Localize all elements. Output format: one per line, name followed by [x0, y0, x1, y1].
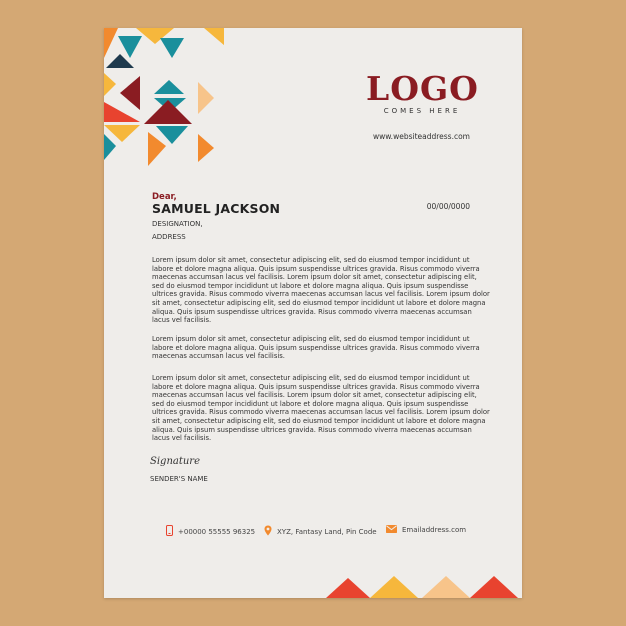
sender-name: SENDER'S NAME	[150, 475, 208, 483]
location-text: XYZ, Fantasy Land, Pin Code	[277, 527, 377, 536]
geometric-pattern-top	[104, 28, 224, 173]
logo-tagline: COMES HERE	[383, 107, 461, 115]
letterhead-page	[104, 28, 522, 598]
recipient-name: SAMUEL JACKSON	[152, 201, 281, 216]
email-text: Emailaddress.com	[402, 526, 467, 534]
envelope-icon	[386, 525, 397, 535]
location-pin-icon	[264, 525, 272, 538]
contact-phone	[166, 525, 255, 538]
body-paragraph-2: Lorem ipsum dolor sit amet, consectetur adipiscing elit, sed do eiusmod tempor incididunt ut labore et dolore magna aliqua. Quis ipsum suspendisse ultrices gravida. Risus commodo viverra maecenas accumsan lacus vel facilisis.	[152, 335, 480, 361]
phone-icon	[166, 525, 173, 538]
letter-date: 00/00/0000	[426, 202, 470, 211]
company-logo	[366, 69, 479, 116]
contact-location	[264, 525, 377, 538]
body-paragraph-3: Lorem ipsum dolor sit amet, consectetur adipiscing elit, sed do eiusmod tempor incididunt ut labore et dolore magna aliqua. Quis ipsum suspendisse ultrices gravida. Risus commodo viverra maecenas accumsan lacus vel facilisis. Lorem ipsum dolor sit amet, consectetur adipiscing elit, sed do eiusmod tempor incididunt ut labore et dolore magna aliqua. Quis ipsum suspendisse ultrices gravida. Risus commodo viverra maecenas accumsan lacus vel facilisis. Lorem ipsum dolor sit amet, consectetur adipiscing elit, sed do eiusmod tempor incididunt ut labore et dolore magna aliqua. Quis ipsum suspendisse ultrices gravida. Risus commodo viverra maecenas accumsan lacus vel facilisis.	[152, 374, 490, 443]
signature: Signature	[150, 456, 201, 467]
website-address: www.websiteaddress.com	[372, 132, 470, 141]
logo-text: LOGO	[366, 69, 479, 108]
phone-number: +00000 55555 96325	[178, 527, 256, 536]
body-paragraph-1: Lorem ipsum dolor sit amet, consectetur adipiscing elit, sed do eiusmod tempor incididunt ut labore et dolore magna aliqua. Quis ipsum suspendisse ultrices gravida. Risus commodo viverra maecenas accumsan lacus vel facilisis. Lorem ipsum dolor sit amet, consectetur adipiscing elit, sed do eiusmod tempor incididunt ut labore et dolore magna aliqua. Quis ipsum suspendisse ultrices gravida. Risus commodo viverra maecenas accumsan lacus vel facilisis. Lorem ipsum dolor sit amet, consectetur adipiscing elit, sed do eiusmod tempor incididunt ut labore et dolore magna aliqua. Quis ipsum suspendisse ultrices gravida. Risus commodo viverra maecenas accumsan lacus vel facilisis.	[152, 256, 490, 325]
recipient-address: ADDRESS	[152, 233, 186, 241]
salutation: Dear,	[152, 192, 177, 202]
recipient-designation: DESIGNATION,	[152, 220, 203, 228]
geometric-pattern-bottom	[104, 572, 522, 598]
contact-email	[386, 525, 466, 535]
